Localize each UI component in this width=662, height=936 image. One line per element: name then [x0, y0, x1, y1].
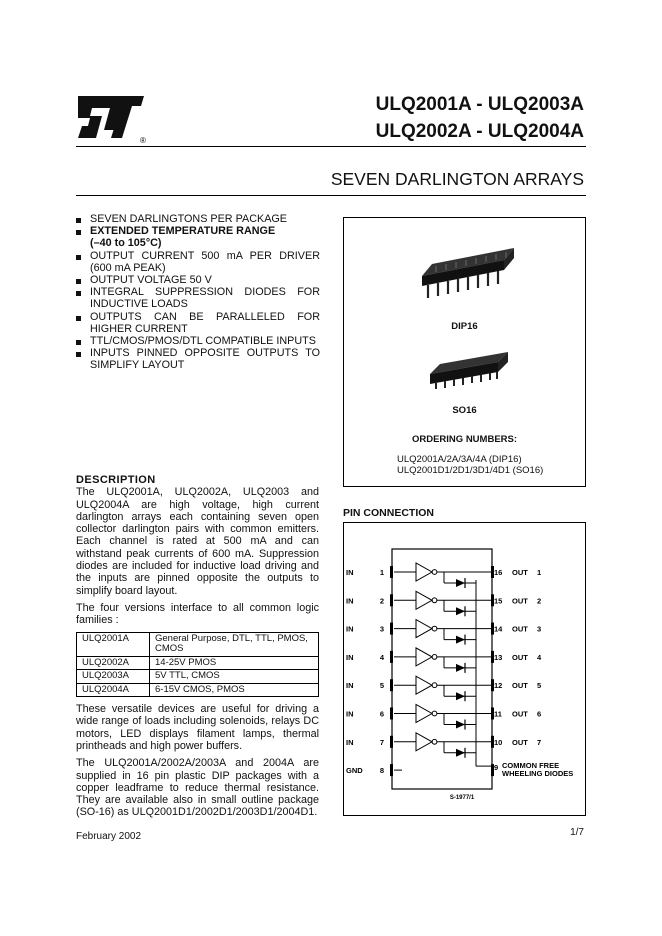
table-cell: 5V TTL, CMOS: [150, 670, 319, 684]
feature-item: SEVEN DARLINGTONS PER PACKAGE: [76, 213, 320, 225]
pin-number-left: 6: [379, 709, 385, 719]
diode-symbol: [456, 721, 465, 729]
description-para-4: The ULQ2001A/2002A/2003A and 2004A are supplied in 16 pin plastic DIP packages with a copper leadframe to reduce thermal resistance. They are available also in small outline package (SO-16) as ULQ2001D1/2002D1/2003D1/2004D1.: [76, 757, 319, 819]
pin-label-left: IN: [346, 624, 354, 634]
description-para-2: The four versions interface to all common logic families :: [76, 601, 319, 627]
registered-mark: ®: [140, 136, 146, 145]
feature-item: OUTPUT VOLTAGE 50 V: [76, 274, 320, 286]
inverter-triangle: [416, 648, 432, 666]
dip16-package-image: [418, 236, 518, 328]
pin-number-left: 8: [379, 766, 385, 776]
dip16-label: DIP16: [451, 321, 478, 332]
subtitle-rule: [76, 195, 586, 196]
pin-label-left: IN: [346, 709, 354, 719]
pin-channel-right: 1: [537, 568, 542, 577]
ordering-line-dip: ULQ2001A/2A/3A/4A (DIP16): [397, 454, 522, 465]
page-number: 1/7: [570, 827, 584, 838]
inverter-triangle: [416, 563, 432, 581]
pin-label-left: GND: [346, 766, 363, 776]
table-row: [77, 683, 319, 697]
pin-connection-diagram: [344, 523, 585, 815]
inverter-triangle: [416, 591, 432, 609]
pin-stub-left: [390, 651, 393, 663]
table-cell: 6-15V CMOS, PMOS: [150, 683, 319, 697]
pin-label-left: IN: [346, 652, 354, 662]
pin-channel-right: 4: [537, 652, 542, 662]
diode-symbol: [456, 692, 465, 700]
pin-stub-left: [390, 736, 393, 748]
pin-number-left: 3: [379, 624, 385, 634]
pin-stub-left: [390, 566, 393, 578]
inverter-triangle: [416, 676, 432, 694]
pin-number-right: 12: [494, 681, 503, 691]
pin-number-left: 5: [379, 681, 385, 691]
pin-number-right: 9: [494, 763, 499, 773]
feature-item: OUTPUTS CAN BE PARALLELED FOR HIGHER CURRENT: [76, 311, 320, 335]
table-row: [77, 656, 319, 670]
header-rule: [76, 146, 586, 147]
description-para-1: The ULQ2001A, ULQ2002A, ULQ2003 and ULQ2004A are high voltage, high current darlington arrays each containing seven open collector darlington pairs with common emitters. Each channel is rated at 500 mA and can withstand peak currents of 600 mA. Suppression diodes are included for inductive load driving and the inputs are pinned opposite the outputs to simplify board layout.: [76, 486, 319, 597]
pin-connection-box: [343, 522, 586, 816]
pin-number-left: 7: [379, 737, 385, 747]
pin-label-left: IN: [346, 737, 354, 747]
table-row: [77, 670, 319, 684]
pin-label-right: OUT: [512, 737, 528, 747]
diode-symbol: [456, 636, 465, 644]
diode-symbol: [456, 749, 465, 757]
pin-label-left: IN: [346, 681, 354, 691]
table-cell: ULQ2002A: [77, 656, 150, 670]
feature-item: TTL/CMOS/PMOS/DTL COMPATIBLE INPUTS: [76, 335, 320, 347]
pin-stub-left: [390, 708, 393, 720]
feature-item: OUTPUT CURRENT 500 mA PER DRIVER (600 mA PEAK): [76, 250, 320, 274]
pin-connection-heading: PIN CONNECTION: [343, 507, 435, 519]
table-cell: General Purpose, DTL, TTL, PMOS, CMOS: [150, 632, 319, 656]
pin-channel-right: 3: [537, 624, 542, 634]
feature-list: [76, 213, 320, 372]
pin9-label-line1: COMMON FREE: [502, 761, 560, 771]
pin-label-right: OUT: [512, 624, 528, 634]
so16-package-image: [424, 346, 514, 404]
description-para-3: These versatile devices are useful for driving a wide range of loads including solenoids, relays DC motors, LED displays filament lamps, thermal printheads and high power buffers.: [76, 703, 319, 752]
inverter-triangle: [416, 733, 432, 751]
pin-stub-left: [390, 623, 393, 635]
pin-label-right: OUT: [512, 596, 528, 606]
feature-item: INPUTS PINNED OPPOSITE OUTPUTS TO SIMPLIFY LAYOUT: [76, 347, 320, 371]
so16-label: SO16: [452, 405, 477, 416]
pin-number-left: 4: [379, 652, 385, 662]
pin-label-right: OUT: [512, 652, 528, 662]
pin-channel-right: 2: [537, 596, 542, 606]
pin-label-left: IN: [346, 568, 354, 577]
pin-stub-left: [390, 594, 393, 606]
table-cell: ULQ2003A: [77, 670, 150, 684]
pin-channel-right: 6: [537, 709, 542, 719]
pin-channel-right: 7: [537, 737, 542, 747]
table-cell: ULQ2004A: [77, 683, 150, 697]
pin-number-right: 11: [494, 709, 502, 719]
diode-symbol: [456, 579, 465, 587]
logic-family-table: [76, 632, 319, 698]
description-section: [76, 474, 319, 824]
table-cell: ULQ2001A: [77, 632, 150, 656]
table-row: [77, 632, 319, 656]
title-line-1: ULQ2001A - ULQ2003A: [375, 94, 584, 115]
ordering-line-so: ULQ2001D1/2D1/3D1/4D1 (SO16): [397, 465, 544, 476]
diode-symbol: [456, 664, 465, 672]
figure-code: S-1977/1: [449, 795, 475, 802]
pin-label-left: IN: [346, 596, 354, 606]
pin-label-right: OUT: [512, 709, 528, 719]
pin-number-right: 10: [494, 737, 503, 747]
pin-number-right: 15: [494, 596, 503, 606]
feature-item: INTEGRAL SUPPRESSION DIODES FOR INDUCTIVE LOADS: [76, 286, 320, 310]
pin9-label-line2: WHEELING DIODES: [502, 769, 574, 779]
pin-number-left: 1: [379, 568, 385, 577]
page-subtitle: SEVEN DARLINGTON ARRAYS: [330, 169, 584, 189]
footer-date: February 2002: [76, 831, 142, 842]
pin-label-right: OUT: [512, 681, 528, 691]
pin-stub-left: [390, 764, 393, 776]
pin-stub-left: [390, 679, 393, 691]
inverter-triangle: [416, 705, 432, 723]
pin-number-right: 14: [494, 624, 503, 634]
chip-outline: [392, 549, 492, 789]
table-cell: 14-25V PMOS: [150, 656, 319, 670]
pin-label-right: OUT: [512, 568, 528, 577]
pin-number-right: 13: [494, 652, 503, 662]
package-box: [343, 217, 586, 487]
inverter-triangle: [416, 620, 432, 638]
pin-number-left: 2: [379, 596, 385, 606]
pin-number-right: 16: [494, 568, 503, 577]
st-logo: [78, 96, 150, 146]
pin-channel-right: 5: [537, 681, 542, 691]
description-heading: DESCRIPTION: [76, 474, 156, 486]
diode-symbol: [456, 607, 465, 615]
feature-item: EXTENDED TEMPERATURE RANGE (–40 to 105°C): [76, 225, 320, 249]
ordering-heading: ORDERING NUMBERS:: [411, 434, 518, 445]
title-line-2: ULQ2002A - ULQ2004A: [375, 121, 584, 142]
